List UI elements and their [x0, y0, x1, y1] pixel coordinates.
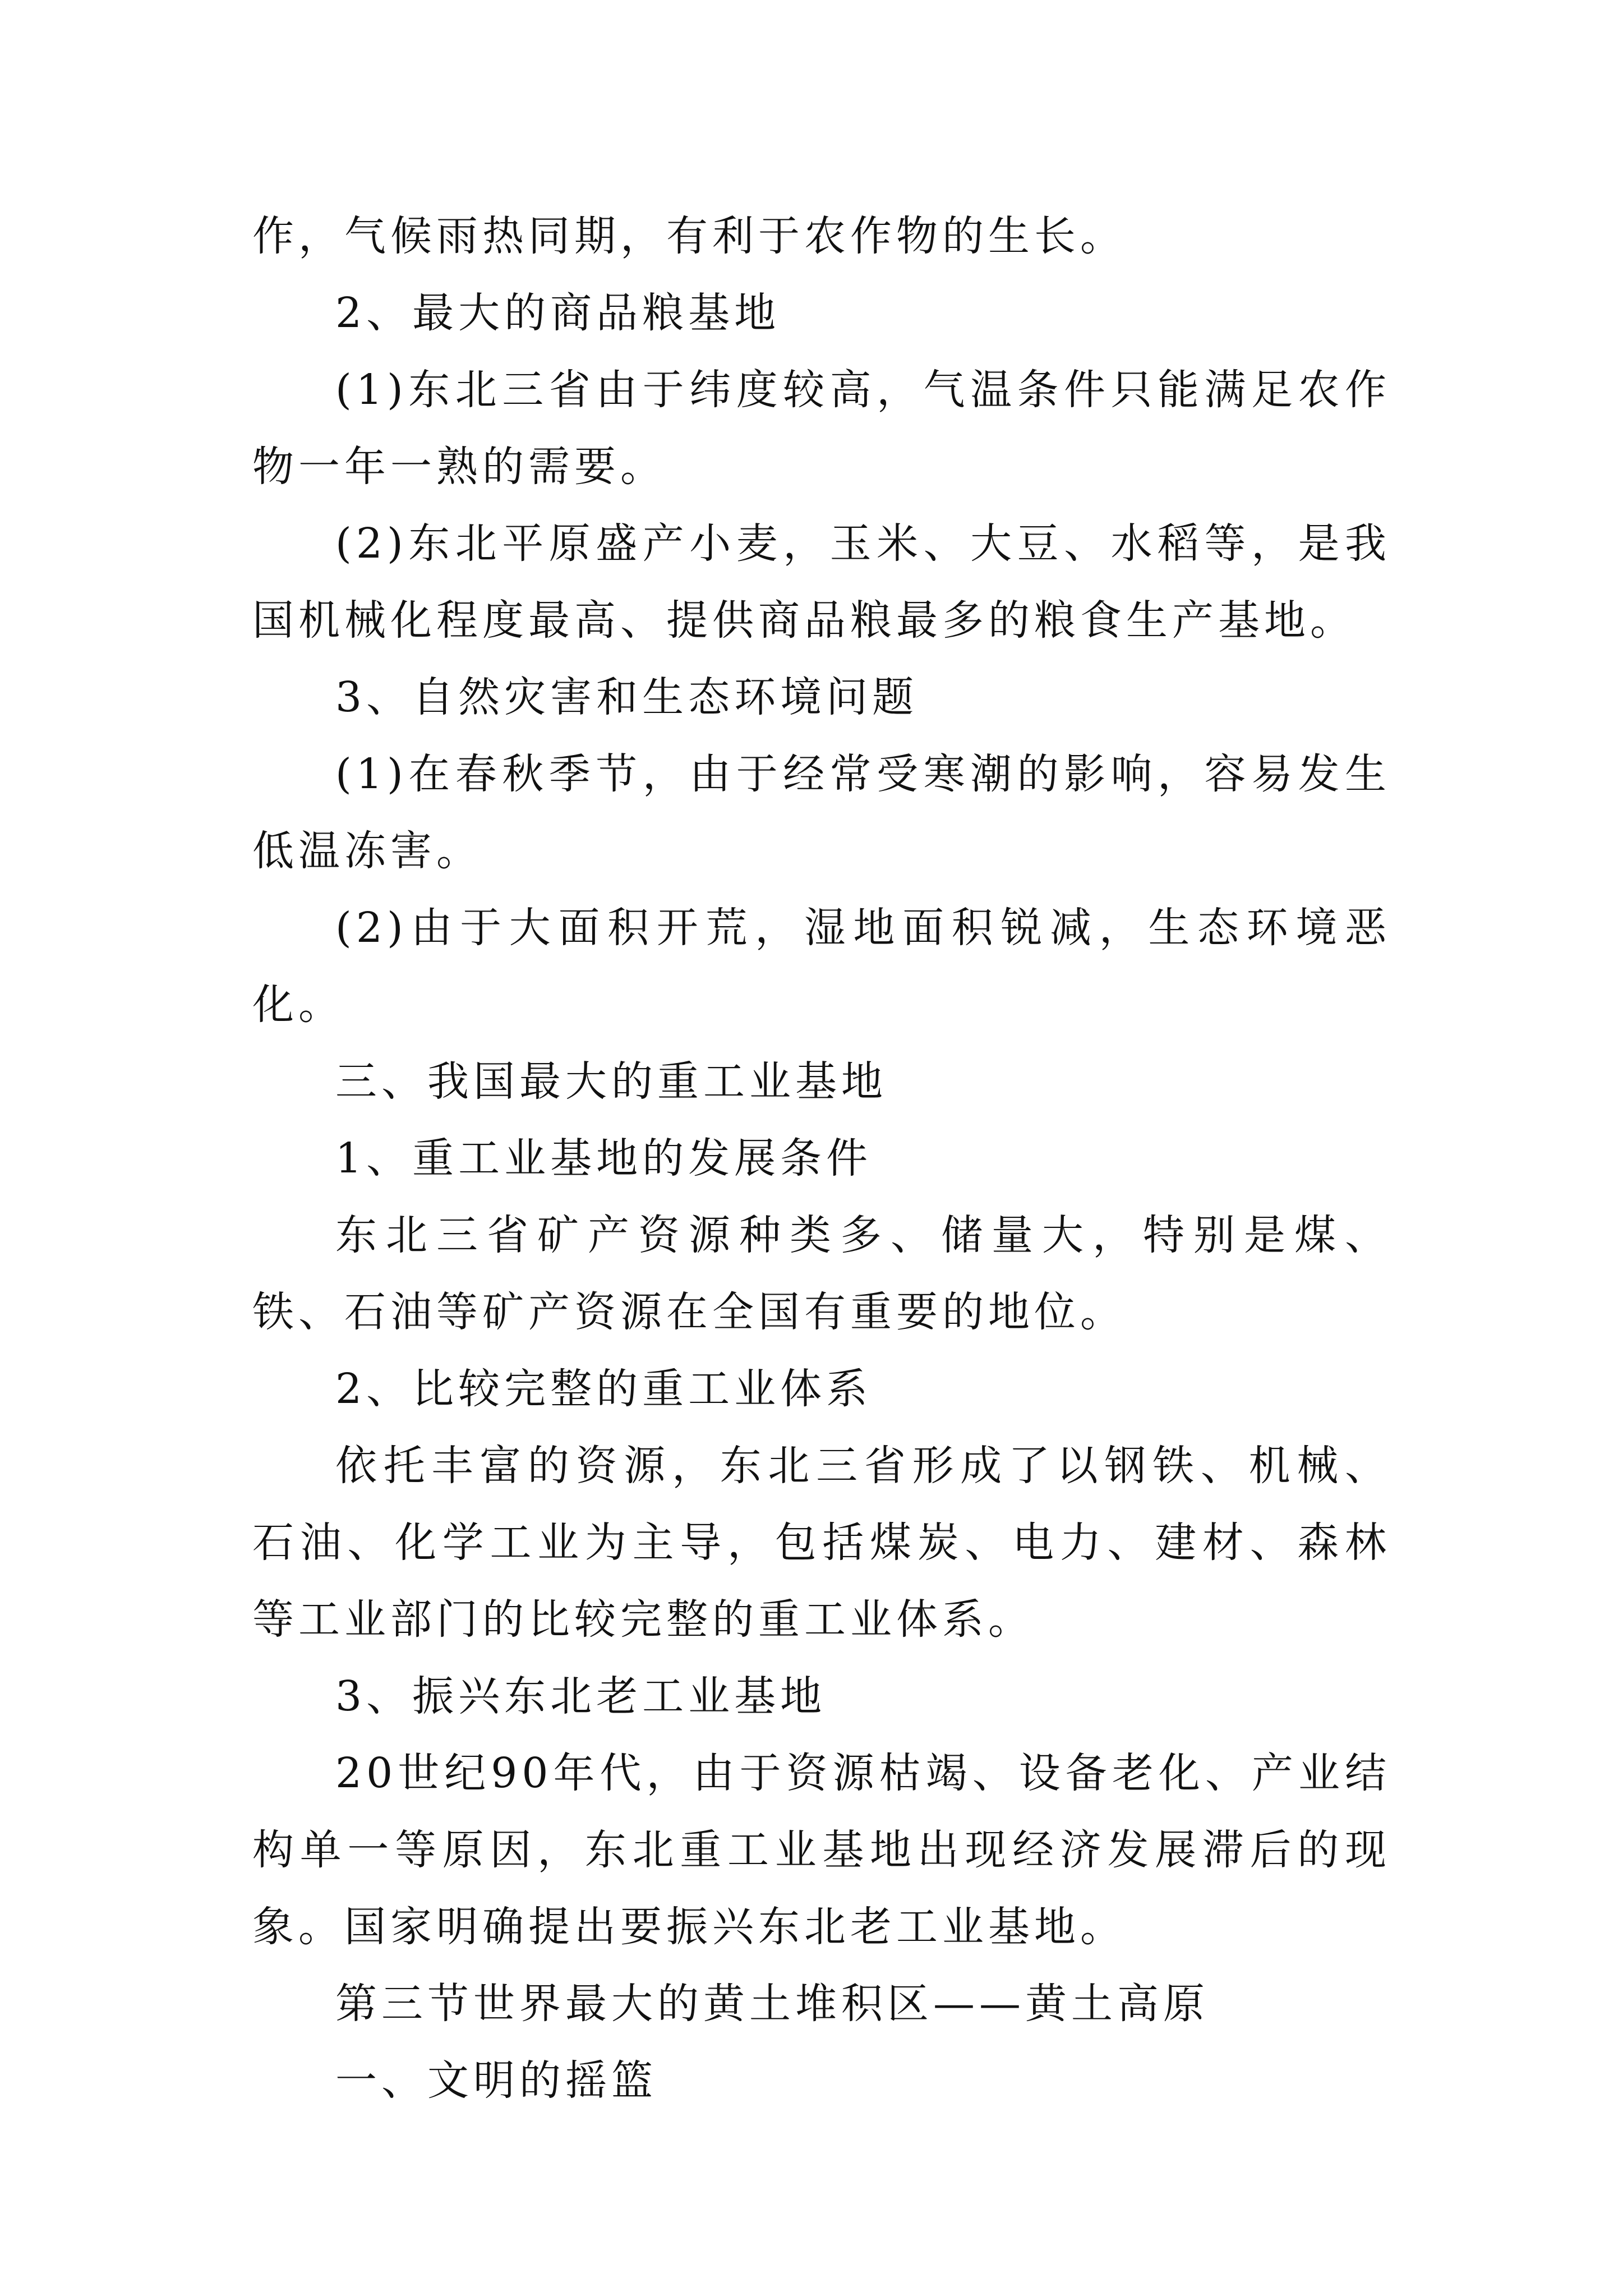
paragraph: 20世纪90年代，由于资源枯竭、设备老化、产业结构单一等原因，东北重工业基地出现经济发展滞后的现象。国家明确提出要振兴东北老工业基地。 [252, 1749, 1391, 1951]
paragraph: (1)在春秋季节，由于经常受寒潮的影响，容易发生低温冻害。 [252, 750, 1391, 875]
section-heading: 2、比较完整的重工业体系 [335, 1365, 873, 1413]
paragraph: 东北三省矿产资源种类多、储量大，特别是煤、铁、石油等矿产资源在全国有重要的地位。 [252, 1211, 1391, 1336]
section-heading: 3、自然灾害和生态环境问题 [335, 673, 919, 721]
section-heading: 3、振兴东北老工业基地 [335, 1672, 827, 1720]
paragraph: (1)东北三省由于纬度较高，气温条件只能满足农作物一年一熟的需要。 [252, 366, 1391, 491]
paragraph: (2)东北平原盛产小麦，玉米、大豆、水稻等，是我国机械化程度最高、提供商品粮最多的粮食生产基地。 [252, 519, 1391, 645]
section-heading: 1、重工业基地的发展条件 [335, 1134, 873, 1182]
paragraph: 依托丰富的资源，东北三省形成了以钢铁、机械、石油、化学工业为主导，包括煤炭、电力、建材、森林等工业部门的比较完整的重工业体系。 [252, 1442, 1391, 1644]
chapter-heading: 一、文明的摇篮 [335, 2056, 657, 2105]
paragraph: (2)由于大面积开荒，湿地面积锐减，生态环境恶化。 [252, 904, 1391, 1029]
chapter-heading: 三、我国最大的重工业基地 [335, 1057, 887, 1106]
section-heading: 2、最大的商品粮基地 [335, 289, 781, 337]
section-title: 第三节世界最大的黄土堆积区——黄土高原 [335, 1980, 1209, 2028]
paragraph: 作，气候雨热同期，有利于农作物的生长。 [252, 212, 1126, 260]
document-body [252, 198, 1391, 2119]
